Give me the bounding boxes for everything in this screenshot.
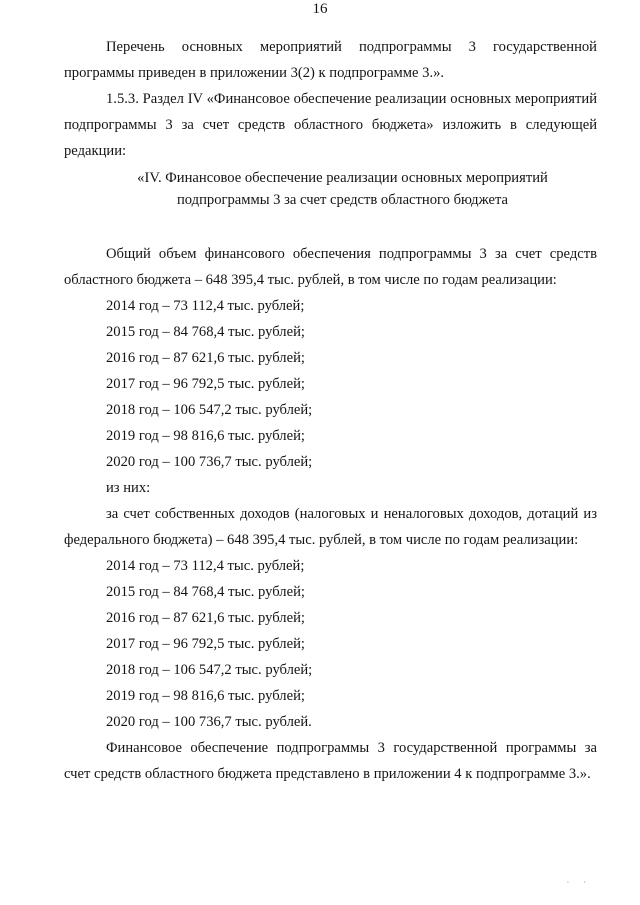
- document-body: [64, 34, 597, 787]
- list-item: 2019 год – 98 816,6 тыс. рублей;: [106, 688, 305, 704]
- list-item: 2018 год – 106 547,2 тыс. рублей;: [106, 402, 313, 418]
- list-item: 2019 год – 98 816,6 тыс. рублей;: [106, 428, 305, 444]
- section-heading-line-1: «IV. Финансовое обеспечение реализации основных мероприятий: [137, 170, 548, 186]
- years-total-list: [64, 293, 597, 475]
- paragraph-activities-list: Перечень основных мероприятий подпрограммы 3 государственной программы приведен в приложении 3(2) к подпрограмме 3.».: [64, 39, 597, 81]
- paragraph-own-revenues: за счет собственных доходов (налоговых и неналоговых доходов, дотаций из федерального бюджета) – 648 395,4 тыс. рублей, в том числе по годам реализации:: [64, 506, 597, 548]
- list-item: 2015 год – 84 768,4 тыс. рублей;: [106, 584, 305, 600]
- section-heading-line-2: подпрограммы 3 за счет средств областного бюджета: [176, 192, 508, 208]
- section-heading: [64, 167, 597, 211]
- spacer: [64, 211, 597, 241]
- list-item: 2017 год – 96 792,5 тыс. рублей;: [106, 636, 305, 652]
- years-own-list: [64, 553, 597, 735]
- paragraph-appendix-reference: Финансовое обеспечение подпрограммы 3 государственной программы за счет средств областного бюджета представлено в приложении 4 к подпрограмме 3.».: [64, 740, 597, 782]
- list-item: 2016 год – 87 621,6 тыс. рублей;: [106, 350, 305, 366]
- list-item: 2017 год – 96 792,5 тыс. рублей;: [106, 376, 305, 392]
- paragraph-section-amendment: 1.5.3. Раздел IV «Финансовое обеспечение реализации основных мероприятий подпрограммы 3 за счет средств областного бюджета» изложить в следующей редакции:: [64, 91, 597, 159]
- list-item: 2015 год – 84 768,4 тыс. рублей;: [106, 324, 305, 340]
- list-item: 2020 год – 100 736,7 тыс. рублей;: [106, 454, 313, 470]
- list-item: 2020 год – 100 736,7 тыс. рублей.: [106, 714, 312, 730]
- list-item: 2014 год – 73 112,4 тыс. рублей;: [106, 298, 305, 314]
- list-item: 2016 год – 87 621,6 тыс. рублей;: [106, 610, 305, 626]
- list-item: 2018 год – 106 547,2 тыс. рублей;: [106, 662, 313, 678]
- paragraph-total-funding: Общий объем финансового обеспечения подпрограммы 3 за счет средств областного бюджета – 648 395,4 тыс. рублей, в том числе по годам реализации:: [64, 246, 597, 288]
- list-item: 2014 год – 73 112,4 тыс. рублей;: [106, 558, 305, 574]
- page-number: 16: [312, 1, 328, 17]
- scan-specks: · ·: [566, 878, 592, 887]
- paragraph-of-them: из них:: [106, 480, 151, 496]
